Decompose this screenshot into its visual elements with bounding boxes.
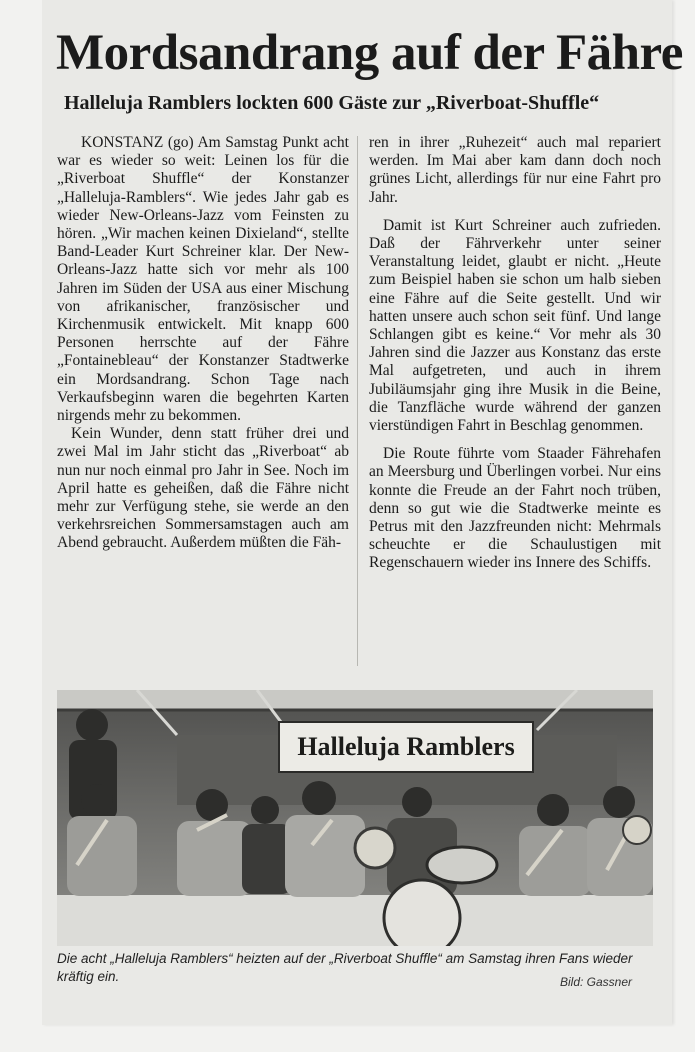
paragraph: Kein Wunder, denn statt früher drei und zwei Mal im Jahr sticht das „Riverboat“ ab nun nur noch einmal pro Jahr in See. Noch im April hatte es geheißen, daß die Fähre nicht mehr zur Verfügung stehe, sie werde an den verkehrsreichen Sommersamstagen auch am Abend gebraucht. Außerdem müßten die Fäh-: [57, 425, 349, 552]
paragraph: Die Route führte vom Staader Fährehafen an Meersburg und Überlingen vorbei. Nur eins konnte die Freude an der Fahrt noch trüben, denn so gut wie die Stadtwerke meinte es Petrus mit den Jazzfreunden nicht: Mehrmals scheuchte er die Schaulustigen mit Regenschauern wieder ins Innere des Schiffs.: [369, 445, 661, 572]
photo-caption: Die acht „Halleluja Ramblers“ heizten auf der „Riverboat Shuffle“ am Samstag ihren Fans wieder kräftig ein.: [57, 951, 633, 984]
paragraph: KONSTANZ (go) Am Samstag Punkt acht war es wieder so weit: Leinen los für die „Riverboat Shuffle“ der Konstanzer „Halleluja-Ramblers“. Wie jedes Jahr gab es wieder New-Orleans-Jazz vom Feinsten zu hören. „Wir machen keinen Dixieland“, stellte Band-Leader Kurt Schreiner klar. Der New-Orleans-Jazz hatte sich vor mehr als 100 Jahren im Süden der USA aus einer Mischung von afrikanischer, französischer und Kirchenmusik entwickelt. Mit knapp 600 Personen herrschte auf der Fähre „Fontainebleau“ der Konstanzer Stadtwerke ein Mordsandrang. Schon Tage nach Verkaufsbeginn waren die begehrten Karten nirgends mehr zu bekommen.: [57, 134, 349, 425]
photo-credit: Bild: Gassner: [560, 975, 633, 989]
band-banner-text: Halleluja Ramblers: [297, 732, 515, 761]
subheadline: Halleluja Ramblers lockten 600 Gäste zur „Riverboat-Shuffle“: [64, 92, 600, 114]
article-column-right: [369, 134, 661, 573]
column-divider: [357, 136, 358, 666]
band-photo: [57, 690, 653, 946]
paragraph: Damit ist Kurt Schreiner auch zufrieden. Daß der Fährverkehr unter seiner Veranstaltung leidet, glaubt er nicht. „Heute zum Beispiel haben sie schon um halb sieben eine Fähre auf die Seite gestellt. Und wir hatten unsere auch schon seit fünf. Und lange Schlangen gibt es keine.“ Vor mehr als 30 Jahren sind die Jazzer aus Konstanz das erste Mal aufgetreten, und auch in ihrem Jubiläumsjahr ging ihre Musik in die Beine, die Tanzfläche wurde während der ganzen vierstündigen Fahrt in Beschlag genommen.: [369, 216, 661, 435]
headline: Mordsandrang auf der Fähre: [56, 25, 683, 81]
paragraph: ren in ihrer „Ruhezeit“ auch mal repariert werden. Im Mai aber kam dann doch noch grünes Licht, allerdings für nur eine Fahrt pro Jahr.: [369, 134, 661, 206]
article-column-left: [57, 134, 349, 553]
